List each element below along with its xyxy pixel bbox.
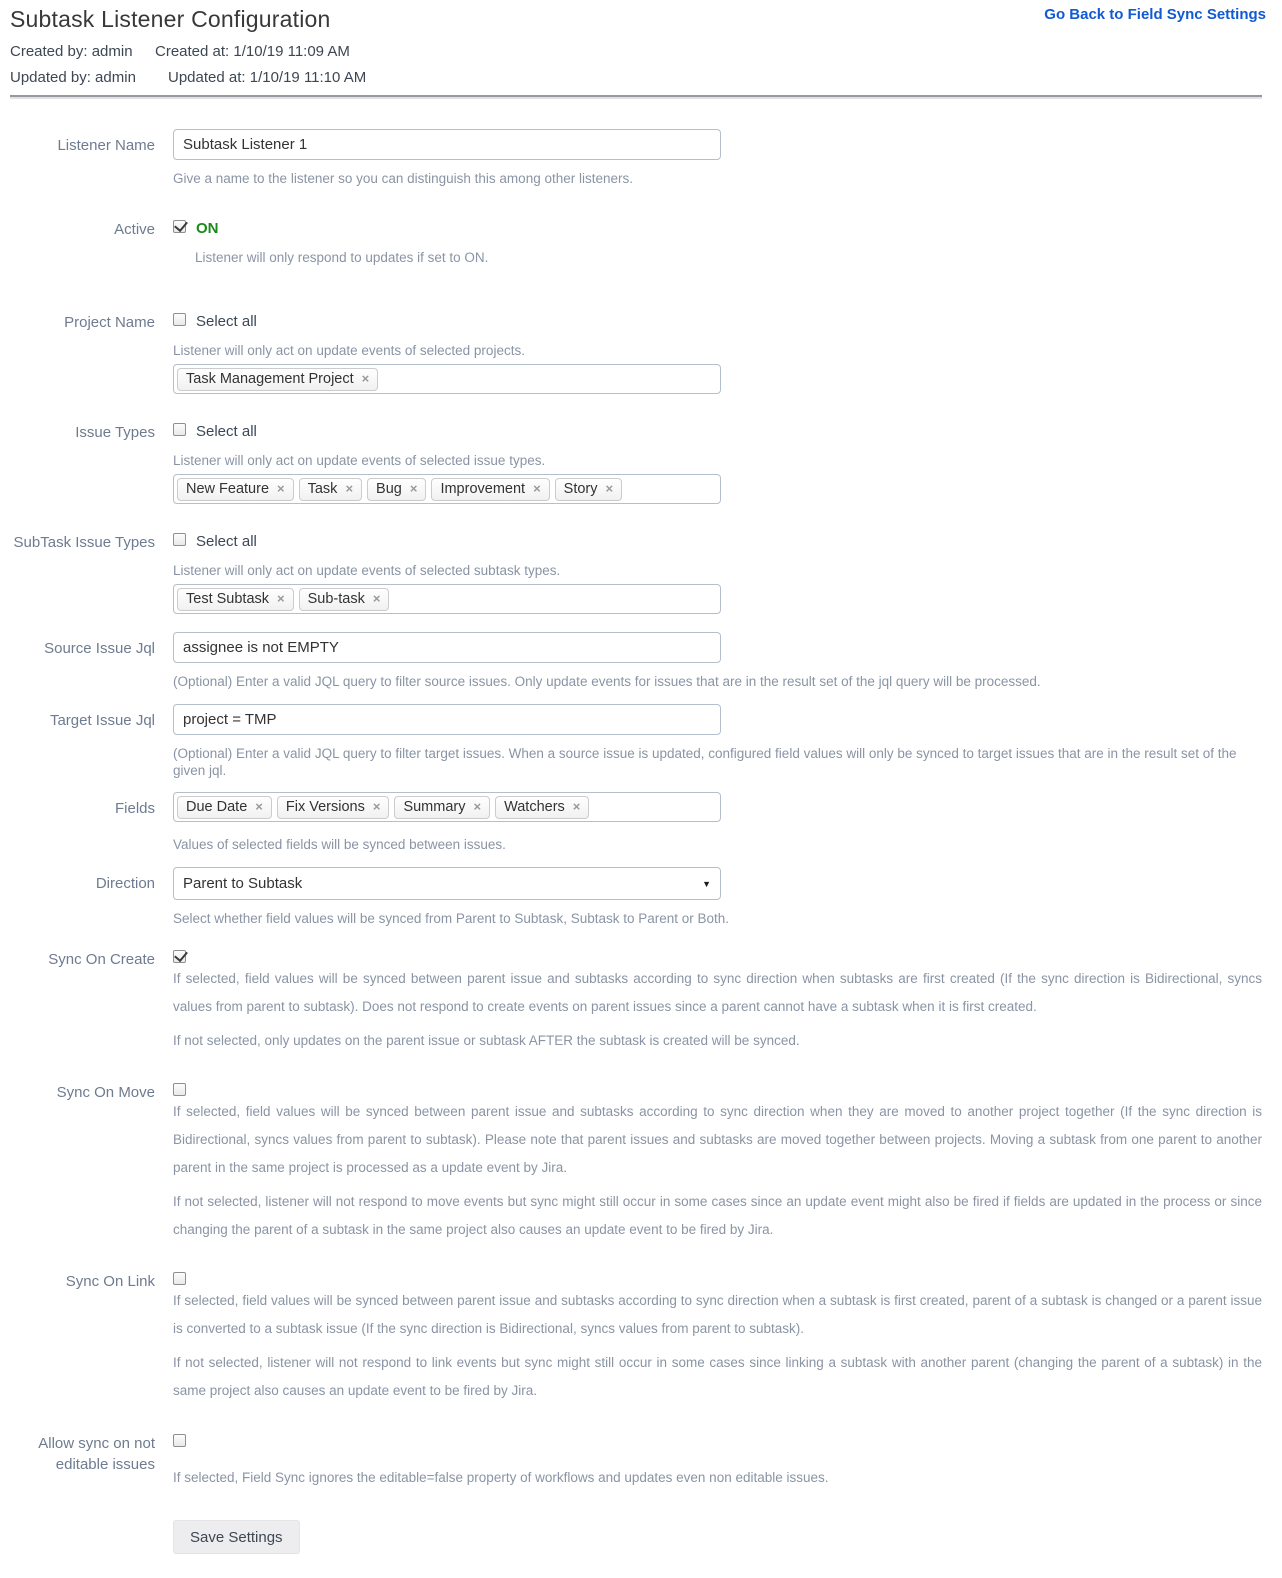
- go-back-link[interactable]: Go Back to Field Sync Settings: [1044, 6, 1266, 23]
- direction-selected-value: Parent to Subtask: [183, 875, 303, 892]
- remove-tag-icon[interactable]: ×: [345, 481, 354, 496]
- active-label: Active: [114, 221, 155, 238]
- updated-at-text: Updated at: 1/10/19 11:10 AM: [168, 69, 367, 86]
- project-select-all-checkbox[interactable]: [173, 313, 186, 326]
- sync-on-link-checkbox[interactable]: [173, 1272, 186, 1285]
- tag-label: Sub-task: [307, 590, 365, 607]
- sync-on-move-label: Sync On Move: [56, 1084, 155, 1101]
- tag-chip: [177, 588, 294, 611]
- sync-on-move-help-2: If not selected, listener will not respond to move events but sync might still occur in some cases since an update event might also be fired if fields are updated in the process or since changing the parent of a subtask in the same project also causes an update event to be fired by Jira.: [173, 1194, 1262, 1237]
- tag-label: New Feature: [186, 480, 270, 497]
- subtask-issue-types-help: Listener will only act on update events of selected subtask types.: [173, 563, 561, 578]
- tag-chip: [367, 478, 426, 501]
- tag-label: Summary: [403, 798, 466, 815]
- listener-name-input[interactable]: [173, 129, 721, 160]
- sync-on-move-checkbox[interactable]: [173, 1083, 186, 1096]
- tag-label: Story: [563, 480, 598, 497]
- dropdown-arrow-icon: ▼: [702, 878, 711, 889]
- sync-on-link-help-2: If not selected, listener will not respond to link events but sync might still occur in some cases since linking a subtask with another parent (changing the parent of a subtask) in the same project also causes an update event to be fired by Jira.: [173, 1355, 1262, 1398]
- remove-tag-icon[interactable]: ×: [277, 481, 285, 496]
- remove-tag-icon[interactable]: ×: [533, 481, 541, 496]
- remove-tag-icon[interactable]: ×: [372, 591, 381, 606]
- subtask-issue-types-group: [10, 526, 1262, 614]
- tag-label: Watchers: [504, 798, 565, 815]
- remove-tag-icon[interactable]: ×: [409, 481, 418, 496]
- source-issue-jql-group: [10, 632, 1262, 690]
- created-at-text: Created at: 1/10/19 11:09 AM: [155, 43, 350, 60]
- page-title: Subtask Listener Configuration: [10, 6, 331, 32]
- tag-label: Improvement: [440, 480, 526, 497]
- tag-chip: [177, 796, 272, 819]
- tag-label: Due Date: [186, 798, 248, 815]
- project-name-group: [10, 306, 1262, 394]
- tag-chip: [177, 478, 294, 501]
- tag-chip: [394, 796, 490, 819]
- tag-chip: [277, 796, 390, 819]
- sync-on-create-label: Sync On Create: [48, 951, 155, 968]
- updated-meta-row: [10, 69, 1262, 86]
- remove-tag-icon[interactable]: ×: [255, 799, 263, 814]
- active-checkbox[interactable]: [173, 220, 186, 233]
- subtask-issue-types-label: SubTask Issue Types: [13, 534, 155, 551]
- remove-tag-icon[interactable]: ×: [361, 371, 370, 386]
- remove-tag-icon[interactable]: ×: [572, 799, 581, 814]
- remove-tag-icon[interactable]: ×: [277, 591, 285, 606]
- sync-on-create-help-1: If selected, field values will be synced between parent issue and subtasks according to sync direction when subtasks are first created (If the sync direction is Bidirectional, syncs values from parent to subtask). Does not respond to create events on parent issues since a parent cannot have a subtask when it is first created.: [173, 971, 1262, 1014]
- active-state-text: ON: [196, 220, 219, 237]
- header-divider: [10, 95, 1262, 97]
- listener-name-group: [10, 129, 1262, 187]
- created-meta-row: [10, 43, 1262, 60]
- subtask-types-select-all-label[interactable]: Select all: [196, 533, 257, 550]
- listener-config-form: [10, 129, 1262, 1554]
- project-name-help: Listener will only act on update events of selected projects.: [173, 343, 525, 358]
- tag-label: Fix Versions: [285, 798, 365, 815]
- remove-tag-icon[interactable]: ×: [605, 481, 614, 496]
- issue-types-label: Issue Types: [75, 424, 155, 441]
- active-group: [10, 213, 1262, 266]
- target-issue-jql-input[interactable]: [173, 704, 721, 735]
- active-help: Listener will only respond to updates if set to ON.: [195, 250, 489, 265]
- sync-on-link-label: Sync On Link: [65, 1273, 155, 1290]
- source-issue-jql-label: Source Issue Jql: [44, 640, 155, 657]
- issue-types-multiselect[interactable]: [173, 474, 721, 504]
- allow-sync-not-editable-checkbox[interactable]: [173, 1434, 186, 1447]
- issue-types-select-all-checkbox[interactable]: [173, 423, 186, 436]
- allow-sync-not-editable-group: [10, 1427, 1262, 1486]
- sync-on-create-help-2: If not selected, only updates on the parent issue or subtask AFTER the subtask is created will be synced.: [173, 1033, 800, 1048]
- remove-tag-icon[interactable]: ×: [372, 799, 381, 814]
- sync-on-create-group: [10, 943, 1262, 1061]
- tag-chip: [555, 478, 622, 501]
- target-issue-jql-help: (Optional) Enter a valid JQL query to filter target issues. When a source issue is updated, configured field values will only be synced to target issues that are in the result set of the given jql.: [173, 746, 1237, 778]
- project-select-all-label[interactable]: Select all: [196, 313, 257, 330]
- project-name-label: Project Name: [64, 314, 155, 331]
- sync-on-link-help-1: If selected, field values will be synced between parent issue and subtasks according to sync direction when a subtask is first created, parent of a subtask is changed or a parent issue is converted to a subtask issue (If the sync direction is Bidirectional, syncs values from parent to subtask).: [173, 1293, 1262, 1336]
- issue-types-help: Listener will only act on update events of selected issue types.: [173, 453, 546, 468]
- fields-group: [10, 792, 1262, 853]
- listener-name-label: Listener Name: [57, 137, 155, 154]
- allow-sync-not-editable-label: Allow sync on not editable issues: [38, 1435, 155, 1473]
- target-issue-jql-label: Target Issue Jql: [49, 712, 155, 729]
- page-header: [10, 0, 1266, 97]
- direction-group: [10, 867, 1262, 927]
- tag-label: Bug: [376, 480, 402, 497]
- save-settings-button[interactable]: Save Settings: [173, 1520, 300, 1554]
- tag-chip: [299, 588, 390, 611]
- target-issue-jql-group: [10, 704, 1262, 779]
- remove-tag-icon[interactable]: ×: [473, 799, 482, 814]
- tag-chip: [299, 478, 362, 501]
- direction-label: Direction: [95, 875, 155, 892]
- tag-chip: [495, 796, 589, 819]
- tag-chip: [431, 478, 549, 501]
- fields-multiselect[interactable]: [173, 792, 721, 822]
- listener-name-help: Give a name to the listener so you can distinguish this among other listeners.: [173, 171, 633, 186]
- fields-label: Fields: [114, 800, 155, 817]
- source-issue-jql-input[interactable]: [173, 632, 721, 663]
- direction-select[interactable]: [173, 867, 721, 900]
- updated-by-text: Updated by: admin: [10, 69, 136, 86]
- tag-label: Task Management Project: [186, 370, 354, 387]
- created-by-text: Created by: admin: [10, 43, 133, 60]
- issue-types-group: [10, 416, 1262, 504]
- tag-label: Test Subtask: [186, 590, 270, 607]
- sync-on-create-checkbox[interactable]: [173, 950, 186, 963]
- project-multiselect[interactable]: [173, 364, 721, 394]
- tag-chip: [177, 368, 378, 391]
- subtask-types-multiselect[interactable]: [173, 584, 721, 614]
- sync-on-move-group: [10, 1076, 1262, 1250]
- issue-types-select-all-label[interactable]: Select all: [196, 423, 257, 440]
- tag-label: Task: [307, 480, 338, 497]
- allow-sync-not-editable-help: If selected, Field Sync ignores the editable=false property of workflows and updates even non editable issues.: [173, 1470, 829, 1485]
- subtask-types-select-all-checkbox[interactable]: [173, 533, 186, 546]
- direction-help: Select whether field values will be synced from Parent to Subtask, Subtask to Parent or Both.: [173, 911, 730, 926]
- source-issue-jql-help: (Optional) Enter a valid JQL query to filter source issues. Only update events for issues that are in the result set of the jql query will be processed.: [173, 674, 1041, 689]
- sync-on-move-help-1: If selected, field values will be synced between parent issue and subtasks according to sync direction when they are moved to another project together (If the sync direction is Bidirectional, syncs values from parent to subtask). Please note that parent issues and subtasks are moved together between projects. Moving a subtask from one parent to another parent in the same project is processed as a update event by Jira.: [173, 1104, 1262, 1175]
- fields-help: Values of selected fields will be synced between issues.: [173, 837, 506, 852]
- sync-on-link-group: [10, 1265, 1262, 1411]
